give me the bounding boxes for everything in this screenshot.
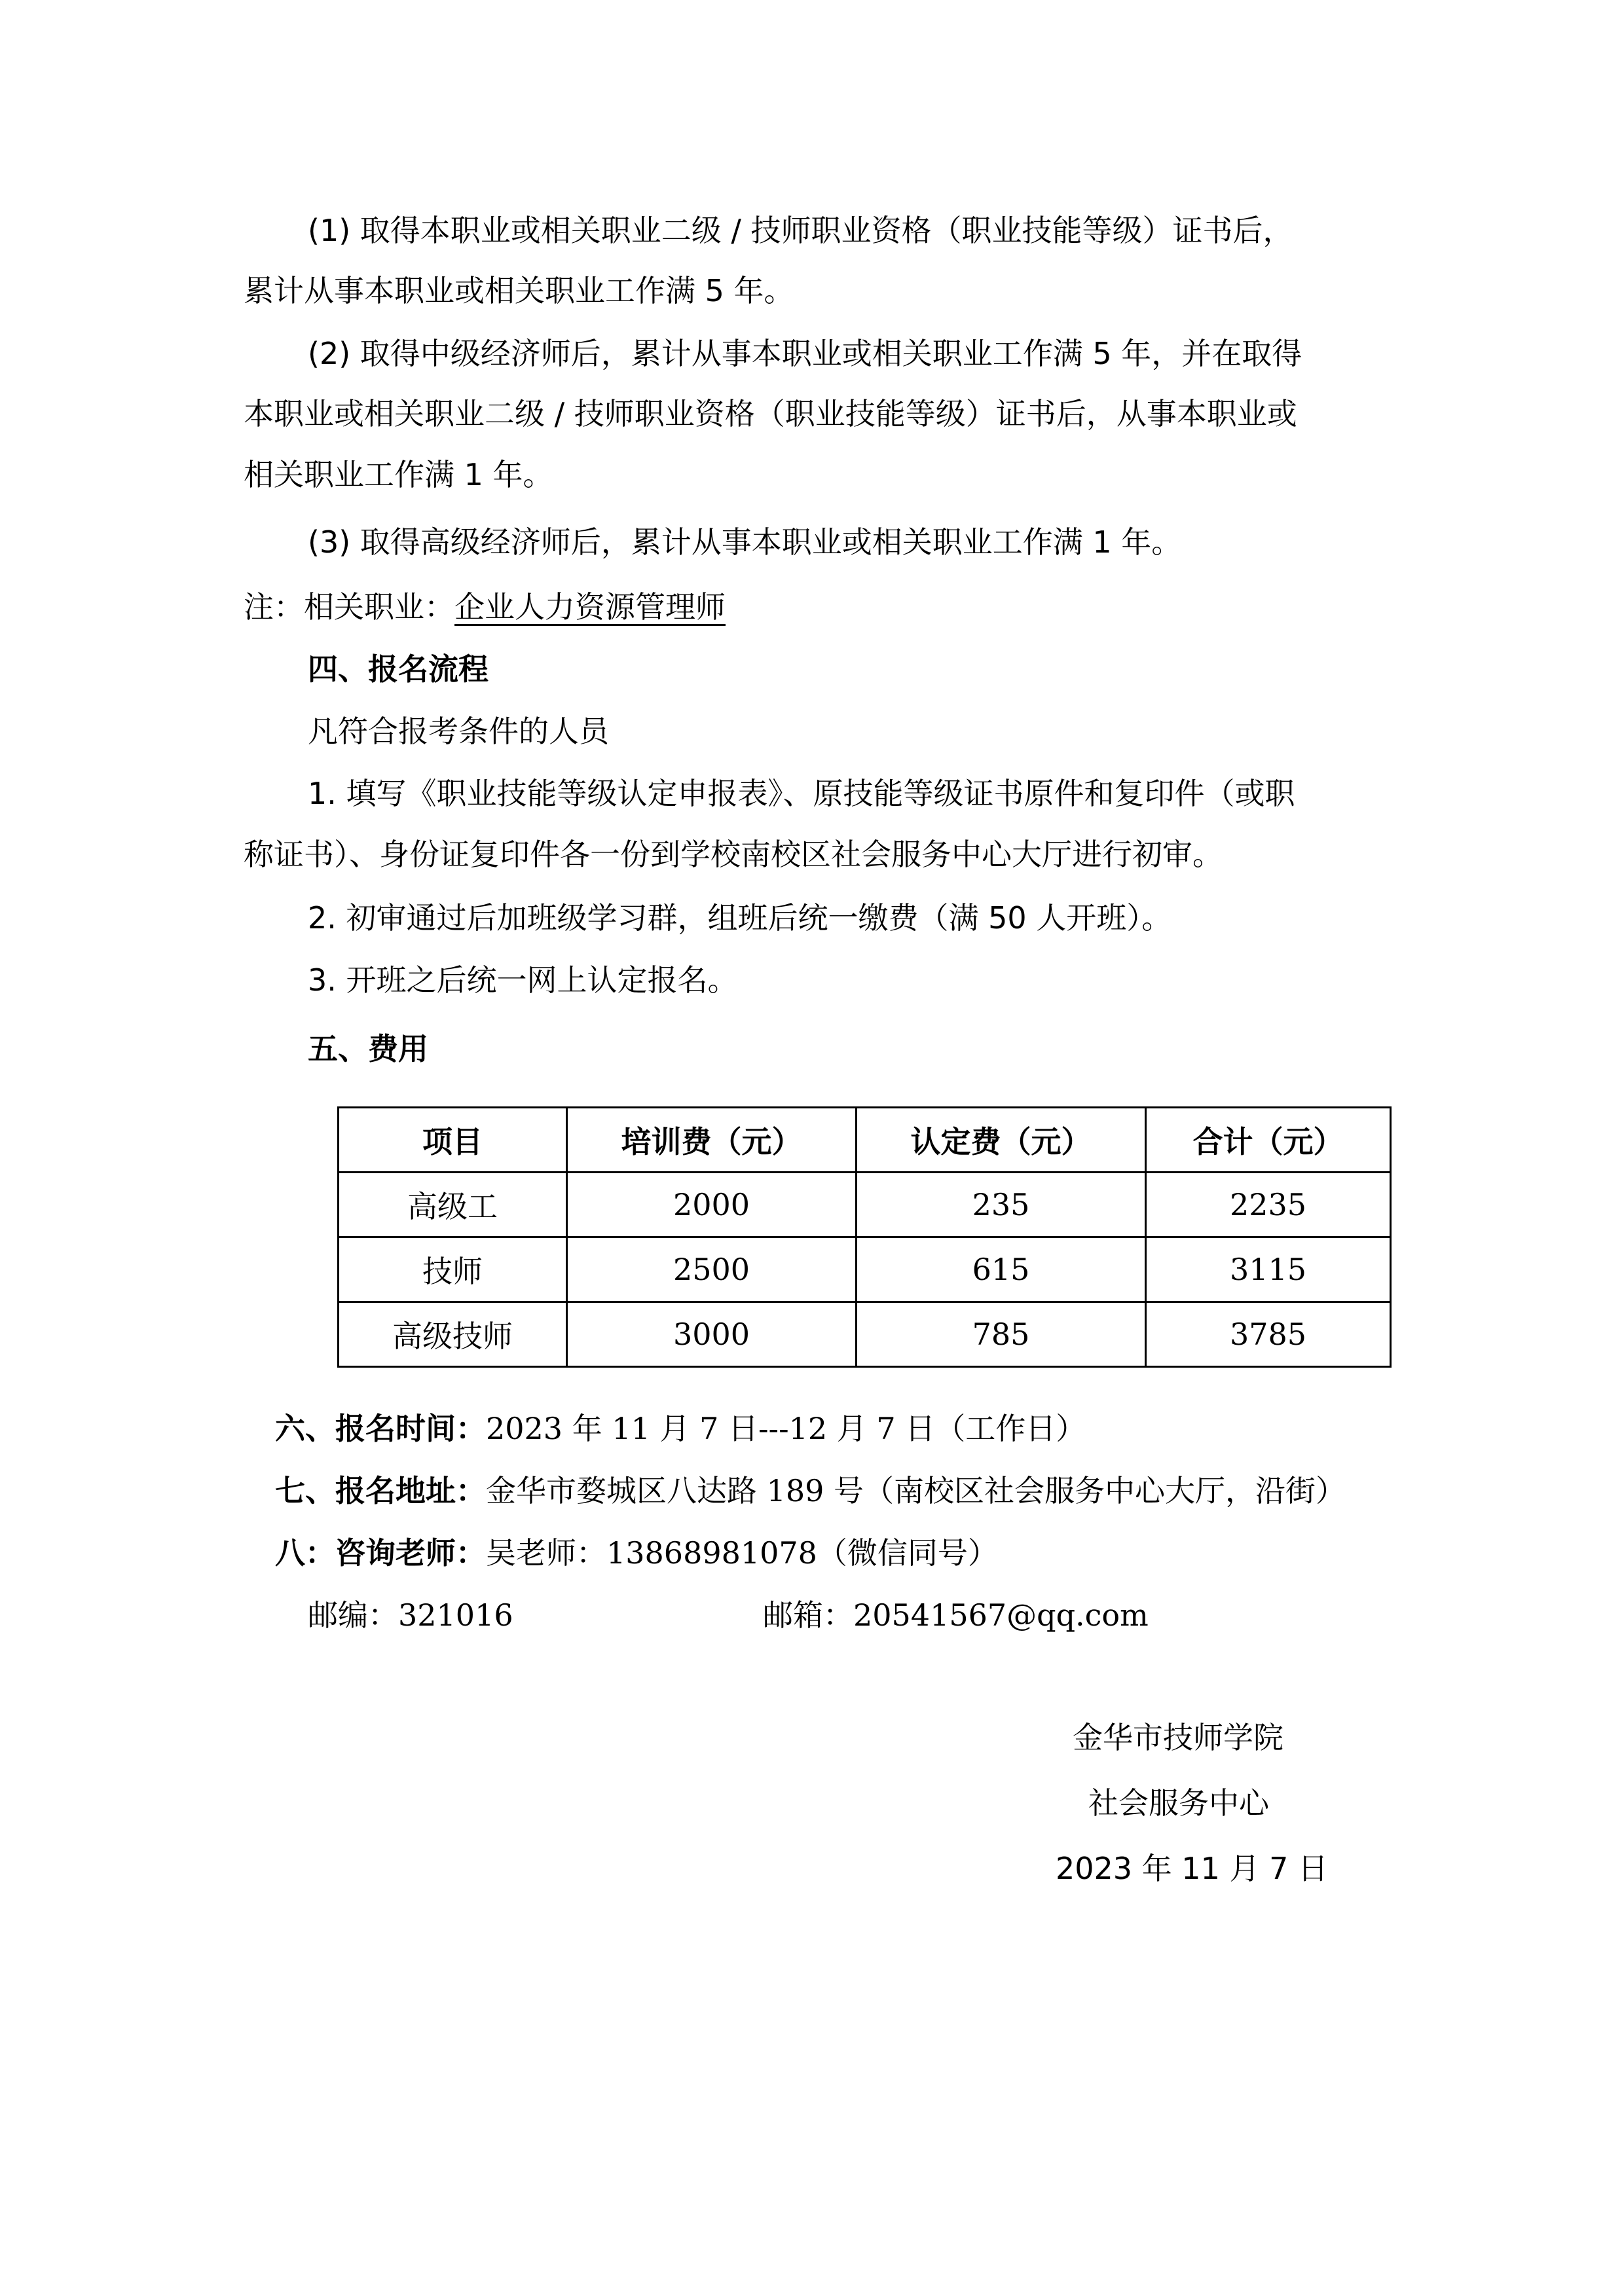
condition-2-line-1: (2) 取得中级经济师后，累计从事本职业或相关职业工作满 5 年，并在取得 — [308, 336, 1302, 371]
condition-3-line-1: (3) 取得高级经济师后，累计从事本职业或相关职业工作满 1 年。 — [308, 524, 1182, 560]
condition-1-line-1: (1) 取得本职业或相关职业二级 / 技师职业资格（职业技能等级）证书后， — [308, 213, 1293, 248]
consultant-value: 吴老师：13868981078（微信同号） — [486, 1535, 998, 1571]
header-item: 项目 — [339, 1108, 567, 1173]
consultant-label: 八：咨询老师： — [275, 1535, 486, 1571]
step-3: 3. 开班之后统一网上认定报名。 — [308, 962, 738, 998]
table-row — [339, 1237, 1391, 1302]
note-prefix: 注：相关职业： — [244, 589, 454, 625]
table-row — [339, 1173, 1391, 1237]
cell-level: 技师 — [339, 1237, 567, 1302]
step-1-line-2: 称证书）、身份证复印件各一份到学校南校区社会服务中心大厅进行初审。 — [244, 837, 1223, 872]
header-training-fee: 培训费（元） — [567, 1108, 857, 1173]
registration-address-value: 金华市婺城区八达路 189 号（南校区社会服务中心大厅，沿街） — [486, 1473, 1346, 1508]
section-4-heading: 四、报名流程 — [308, 651, 489, 687]
cell-certification-fee: 235 — [857, 1173, 1146, 1237]
cell-training-fee: 2500 — [567, 1237, 857, 1302]
signature-date: 2023 年 11 月 7 日 — [1056, 1851, 1328, 1886]
cell-certification-fee: 785 — [857, 1302, 1146, 1367]
cell-training-fee: 3000 — [567, 1302, 857, 1367]
registration-address-label: 七、报名地址： — [275, 1473, 486, 1508]
registration-time-label: 六、报名时间： — [275, 1411, 486, 1446]
condition-2-line-2: 本职业或相关职业二级 / 技师职业资格（职业技能等级）证书后，从事本职业或 — [244, 396, 1297, 431]
fee-table-header-row — [339, 1108, 1391, 1173]
cell-level: 高级技师 — [339, 1302, 567, 1367]
cell-level: 高级工 — [339, 1173, 567, 1237]
related-occupation-note — [244, 586, 726, 628]
header-total: 合计（元） — [1146, 1108, 1391, 1173]
header-certification-fee: 认定费（元） — [857, 1108, 1146, 1173]
cell-total: 3785 — [1146, 1302, 1391, 1367]
section-4-intro: 凡符合报考条件的人员 — [308, 714, 609, 749]
table-row — [339, 1302, 1391, 1367]
cell-total: 2235 — [1146, 1173, 1391, 1237]
step-1-line-1: 1. 填写《职业技能等级认定申报表》、原技能等级证书原件和复印件（或职 — [308, 776, 1295, 811]
fee-table — [337, 1106, 1392, 1368]
registration-time — [275, 1408, 1086, 1449]
cell-total: 3115 — [1146, 1237, 1391, 1302]
cell-certification-fee: 615 — [857, 1237, 1146, 1302]
note-occupation: 企业人力资源管理师 — [454, 589, 726, 625]
postcode: 邮编：321016 — [308, 1597, 513, 1633]
step-2: 2. 初审通过后加班级学习群，组班后统一缴费（满 50 人开班）。 — [308, 900, 1172, 936]
email: 邮箱：20541567@qq.com — [763, 1597, 1149, 1633]
section-5-heading: 五、费用 — [308, 1031, 428, 1066]
registration-address — [275, 1470, 1346, 1512]
condition-2-line-3: 相关职业工作满 1 年。 — [244, 457, 553, 492]
registration-time-value: 2023 年 11 月 7 日---12 月 7 日（工作日） — [486, 1411, 1086, 1446]
condition-1-line-2: 累计从事本职业或相关职业工作满 5 年。 — [244, 273, 794, 308]
cell-training-fee: 2000 — [567, 1173, 857, 1237]
signature-dept: 社会服务中心 — [1088, 1785, 1269, 1821]
consultant — [275, 1532, 998, 1574]
signature-org: 金华市技师学院 — [1073, 1720, 1283, 1755]
